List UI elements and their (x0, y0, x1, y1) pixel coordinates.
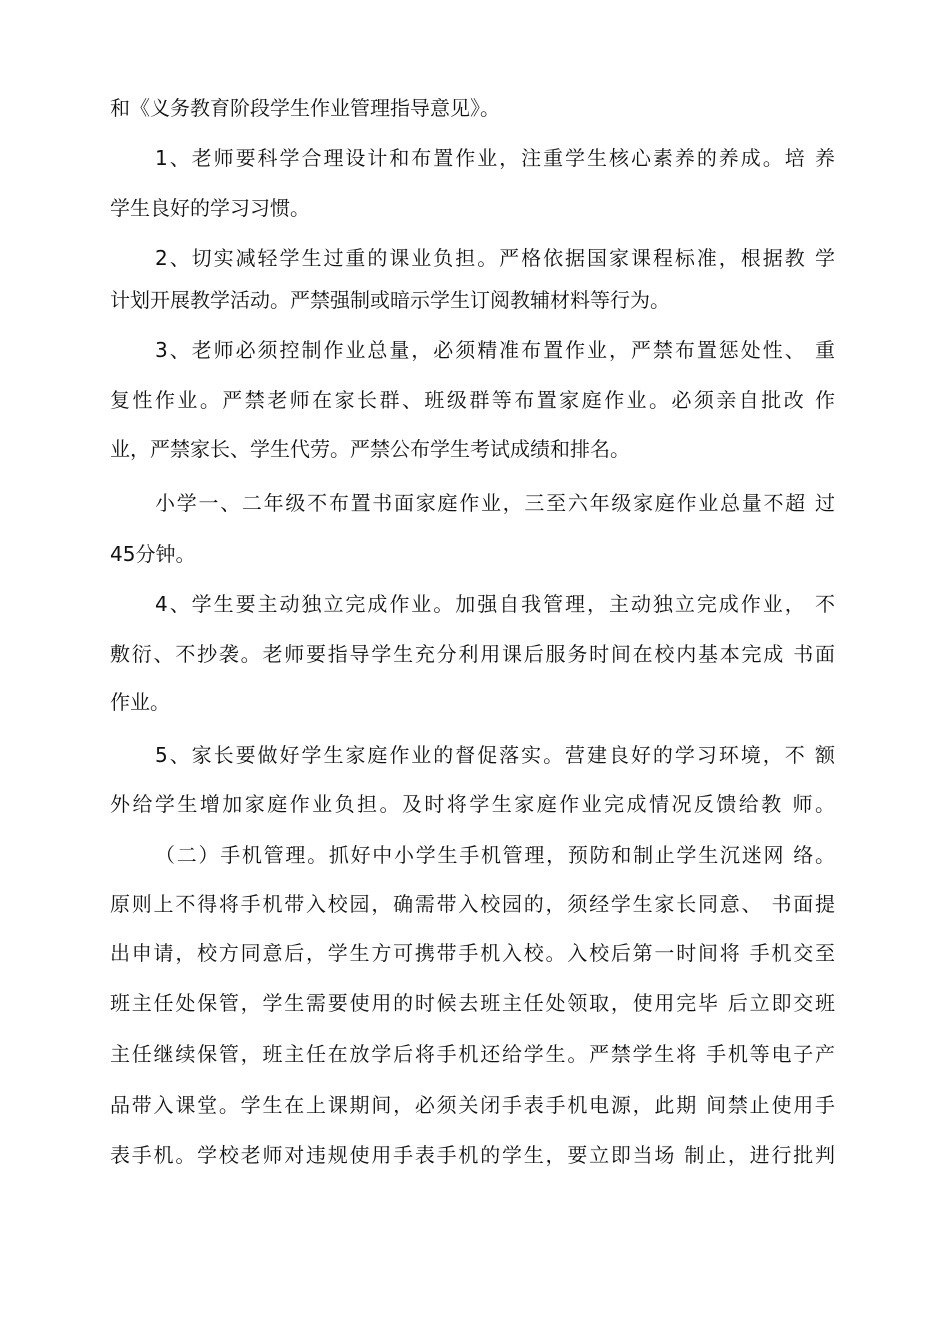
text-line: 45分钟。 (110, 542, 196, 566)
text-line: 复性作业。严禁老师在家长群、班级群等布置家庭作业。必须亲自批改 作 (110, 388, 835, 412)
text-line: 作业。 (110, 690, 170, 714)
text-line: 主任继续保管，班主任在放学后将手机还给学生。严禁学生将 手机等电子产 (110, 1042, 835, 1066)
text-line: 品带入课堂。学生在上课期间，必须关闭手表手机电源，此期 间禁止使用手 (110, 1093, 835, 1117)
text-line: 敷衍、不抄袭。老师要指导学生充分利用课后服务时间在校内基本完成 书面 (110, 642, 835, 666)
text-line: 3、老师必须控制作业总量，必须精准布置作业，严禁布置惩处性、 重 (155, 338, 835, 362)
text-line: 计划开展教学活动。严禁强制或暗示学生订阅教辅材料等行为。 (110, 288, 670, 312)
text-line: 出申请，校方同意后，学生方可携带手机入校。入校后第一时间将 手机交至 (110, 941, 835, 965)
text-line: 原则上不得将手机带入校园，确需带入校园的，须经学生家长同意、 书面提 (110, 892, 835, 916)
text-line: 业，严禁家长、学生代劳。严禁公布学生考试成绩和排名。 (110, 437, 630, 461)
text-line: 学生良好的学习习惯。 (110, 196, 310, 220)
text-line: 表手机。学校老师对违规使用手表手机的学生，要立即当场 制止，进行批判 (110, 1143, 835, 1167)
text-line: 1、老师要科学合理设计和布置作业，注重学生核心素养的养成。培 养 (155, 146, 835, 170)
text-line: 和《义务教育阶段学生作业管理指导意见》。 (110, 96, 500, 120)
text-line: 班主任处保管，学生需要使用的时候去班主任处领取，使用完毕 后立即交班 (110, 991, 835, 1015)
text-line: 4、学生要主动独立完成作业。加强自我管理，主动独立完成作业， 不 (155, 592, 835, 616)
text-line: 小学一、二年级不布置书面家庭作业，三至六年级家庭作业总量不超 过 (155, 491, 835, 515)
text-line: 2、切实减轻学生过重的课业负担。严格依据国家课程标准，根据教 学 (155, 246, 835, 270)
text-line: （二）手机管理。抓好中小学生手机管理，预防和制止学生沉迷网 络。 (155, 843, 835, 867)
text-line: 外给学生增加家庭作业负担。及时将学生家庭作业完成情况反馈给教 师。 (110, 792, 835, 816)
text-line: 5、家长要做好学生家庭作业的督促落实。营建良好的学习环境，不 额 (155, 743, 835, 767)
